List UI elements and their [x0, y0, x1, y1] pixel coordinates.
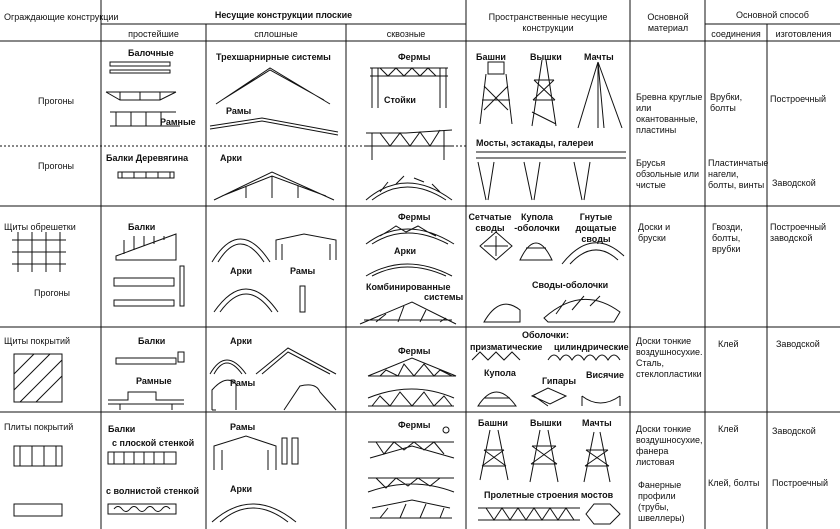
- row1-enclosing: Прогоны: [38, 96, 75, 106]
- portal-truss-drawing: [366, 68, 452, 160]
- row4-spatial-label: Купола: [484, 368, 516, 378]
- row5-joining: Клей: [718, 424, 739, 434]
- enclosing-drawings: [12, 232, 66, 516]
- row3-spatial-label: Своды-оболочки: [532, 280, 609, 290]
- row4-spatial-label: призматические: [470, 342, 543, 352]
- row2-simple-label: Балки Деревягина: [106, 153, 189, 163]
- header-spatial: Пространственные несущие конструкции: [488, 12, 608, 33]
- three-hinged-drawing: [210, 68, 338, 135]
- row5-joining2: Клей, болты: [708, 478, 760, 488]
- header-planar: Несущие конструкции плоские: [214, 10, 353, 20]
- row2-material: Брусья обзольные или чистые: [636, 158, 699, 190]
- header-material: Основной материал: [647, 12, 689, 33]
- row1-spatial-label: Мачты: [584, 52, 614, 62]
- row3-enclosing2: Прогоны: [34, 288, 71, 298]
- shell-drawings: [480, 232, 624, 322]
- row3-spatial-label: Гнутые дощатые своды: [575, 212, 617, 244]
- row5-material2: Фанерные профили (трубы, швеллеры): [638, 480, 685, 523]
- row4-spatial-label: Гипары: [542, 376, 577, 386]
- lattice-arch-drawing: [366, 176, 452, 200]
- row4-solid-label: Арки: [230, 336, 253, 346]
- row1-spatial-label: Башни: [476, 52, 506, 62]
- row3-lattice-label: Фермы: [398, 212, 431, 222]
- row2-manufacture: Заводской: [772, 178, 816, 188]
- row2-enclosing: Прогоны: [38, 161, 75, 171]
- row1-spatial-label: Вышки: [530, 52, 562, 62]
- row3-enclosing: Щиты обрешетки: [4, 222, 76, 232]
- row3-lattice-label: Комбинированные: [366, 282, 451, 292]
- row1-spatial-label: Мосты, эстакады, галереи: [476, 138, 594, 148]
- row4-joining: Клей: [718, 339, 739, 349]
- board-beam-drawing: [114, 234, 184, 306]
- row1-solid-label: Трехшарнирные системы: [216, 52, 331, 62]
- row1-lattice-label: Стойки: [384, 95, 416, 105]
- row5-simple-label: Балки: [108, 424, 136, 434]
- row5-spatial-label: Мачты: [582, 418, 612, 428]
- row4-spatial-label: Висячие: [586, 370, 625, 380]
- row3-manufacture: Построечный заводской: [770, 222, 826, 243]
- header-lattice: сквозные: [386, 29, 426, 39]
- derevyagin-beam-drawing: [118, 172, 174, 178]
- header-manufacture: изготовления: [775, 29, 832, 39]
- row3-material: Доски и бруски: [638, 222, 671, 243]
- row4-enclosing: Щиты покрытий: [4, 336, 71, 346]
- header-enclosing: Ограждающие конструкции: [4, 12, 119, 22]
- row5-manufacture: Заводской: [772, 426, 816, 436]
- row4-simple-label: Рамные: [136, 376, 172, 386]
- row1-simple-label: Балочные: [128, 48, 174, 58]
- header-solid: сплошные: [254, 29, 298, 39]
- row5-spatial-label: Пролетные строения мостов: [484, 490, 614, 500]
- row1-joining: Врубки, болты: [710, 92, 743, 113]
- row4-material: Доски тонкие воздушносухие. Сталь, стеклопластики: [636, 336, 703, 379]
- row5-spatial-label: Вышки: [530, 418, 562, 428]
- row3-simple-label: Балки: [128, 222, 156, 232]
- towers-drawing: [476, 60, 626, 200]
- row2-solid-label: Арки: [220, 153, 243, 163]
- row4-manufacture: Заводской: [776, 339, 820, 349]
- row3-solid-label: Рамы: [290, 266, 316, 276]
- row1-lattice-label: Фермы: [398, 52, 431, 62]
- row5-simple-label: с волнистой стенкой: [106, 486, 199, 496]
- row4-spatial-label: Оболочки:: [522, 330, 569, 340]
- row3-joining: Гвозди, болты, врубки: [712, 222, 743, 254]
- row3-spatial-label: Купола -оболочки: [514, 212, 560, 233]
- towers-bridge-drawing: [478, 430, 620, 524]
- row5-material: Доски тонкие воздушносухие, фанера листовая: [636, 424, 703, 467]
- flat-web-beam-drawing: [108, 452, 176, 514]
- panel-truss-drawing: [368, 358, 456, 406]
- row1-solid-label: Рамы: [226, 106, 252, 116]
- slab-truss-drawing: [368, 427, 454, 518]
- row5-lattice-label: Фермы: [398, 420, 431, 430]
- row5-solid-label: Арки: [230, 484, 253, 494]
- row3-lattice-label: Арки: [394, 246, 417, 256]
- row5-simple-label: с плоской стенкой: [112, 438, 195, 448]
- header-method: Основной способ: [736, 10, 809, 20]
- panel-frame-drawing: [210, 348, 336, 410]
- row5-spatial-label: Башни: [478, 418, 508, 428]
- row4-solid-label: Рамы: [230, 378, 256, 388]
- slab-frame-drawing: [212, 436, 298, 522]
- row4-simple-label: Балки: [138, 336, 166, 346]
- header-simple: простейшие: [128, 29, 179, 39]
- row4-spatial-label: цилиндрические: [554, 342, 629, 352]
- header-joining: соединения: [711, 29, 761, 39]
- row1-simple-label: Рамные: [160, 117, 196, 127]
- row5-enclosing: Плиты покрытий: [4, 422, 74, 432]
- row5-solid-label: Рамы: [230, 422, 256, 432]
- row1-manufacture: Построечный: [770, 94, 826, 104]
- lattice-arch-drawings: [360, 226, 456, 324]
- row3-solid-label: Арки: [230, 266, 253, 276]
- row1-material: Бревна круглые или окантованные, пластины: [636, 92, 703, 135]
- row3-spatial-label: Сетчатые своды: [468, 212, 512, 233]
- row3-lattice-label: системы: [424, 292, 464, 302]
- arch-drawing: [214, 172, 334, 200]
- row2-joining: Пластинчатые нагели, болты, винты: [708, 158, 769, 190]
- row5-manufacture2: Построечный: [772, 478, 828, 488]
- row4-lattice-label: Фермы: [398, 346, 431, 356]
